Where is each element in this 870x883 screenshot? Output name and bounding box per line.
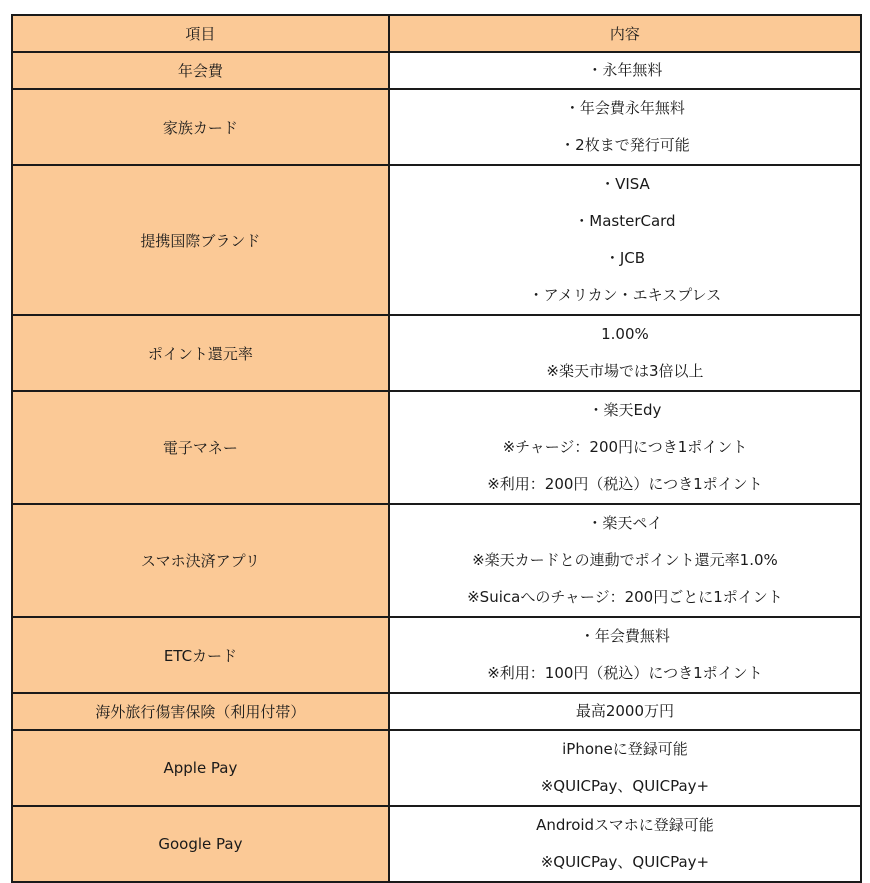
- row-label: 電子マネー: [12, 391, 389, 504]
- row-value: [389, 730, 861, 806]
- table-row-travel-insurance: [12, 693, 861, 730]
- value-line: ・VISA: [600, 175, 650, 193]
- row-value: [389, 165, 861, 315]
- value-line: ・楽天Edy: [588, 401, 662, 419]
- value-line: ※楽天市場では3倍以上: [546, 362, 704, 380]
- table-row-e-money: [12, 391, 861, 504]
- row-label: Google Pay: [12, 806, 389, 882]
- value-line: ・2枚まで発行可能: [560, 136, 690, 154]
- row-value: [389, 391, 861, 504]
- value-line: ※楽天カードとの連動でポイント還元率1.0%: [472, 551, 778, 569]
- row-value: [389, 89, 861, 165]
- value-line: ・年会費永年無料: [564, 99, 685, 117]
- row-value: [389, 315, 861, 391]
- value-line: ※利用：100円（税込）につき1ポイント: [487, 664, 763, 682]
- value-line: ※チャージ：200円につき1ポイント: [502, 438, 748, 456]
- value-line: ※QUICPay、QUICPay+: [540, 777, 710, 795]
- table-row-etc-card: [12, 617, 861, 693]
- value-line: 最高2000万円: [575, 702, 675, 720]
- table-row-google-pay: [12, 806, 861, 882]
- table-row-point-rate: [12, 315, 861, 391]
- row-label: 提携国際ブランド: [12, 165, 389, 315]
- row-label: 年会費: [12, 52, 389, 89]
- table-row-brands: [12, 165, 861, 315]
- value-line: ・アメリカン・エキスプレス: [528, 286, 722, 304]
- value-line: ・永年無料: [587, 61, 663, 79]
- value-line: ・JCB: [604, 249, 646, 267]
- row-label: Apple Pay: [12, 730, 389, 806]
- value-line: ※Suicaへのチャージ：200円ごとに1ポイント: [467, 588, 783, 606]
- value-line: 1.00%: [601, 325, 649, 343]
- row-label: スマホ決済アプリ: [12, 504, 389, 617]
- value-line: iPhoneに登録可能: [562, 740, 688, 758]
- card-spec-table: [11, 14, 862, 883]
- value-line: ・楽天ペイ: [587, 514, 663, 532]
- table-row-apple-pay: [12, 730, 861, 806]
- value-line: Androidスマホに登録可能: [536, 816, 714, 834]
- table-row-payment-app: [12, 504, 861, 617]
- header-content: 内容: [389, 15, 861, 52]
- value-line: ・MasterCard: [574, 212, 676, 230]
- row-label: 海外旅行傷害保険（利用付帯）: [12, 693, 389, 730]
- header-item: 項目: [12, 15, 389, 52]
- value-line: ※利用：200円（税込）につき1ポイント: [487, 475, 763, 493]
- value-line: ・年会費無料: [579, 627, 670, 645]
- row-value: [389, 806, 861, 882]
- row-label: ポイント還元率: [12, 315, 389, 391]
- row-value: [389, 617, 861, 693]
- row-value: [389, 693, 861, 730]
- row-label: ETCカード: [12, 617, 389, 693]
- row-value: [389, 504, 861, 617]
- table-row-annual-fee: [12, 52, 861, 89]
- value-line: ※QUICPay、QUICPay+: [540, 853, 710, 871]
- row-value: [389, 52, 861, 89]
- table-header-row: [12, 15, 861, 52]
- row-label: 家族カード: [12, 89, 389, 165]
- table-row-family-card: [12, 89, 861, 165]
